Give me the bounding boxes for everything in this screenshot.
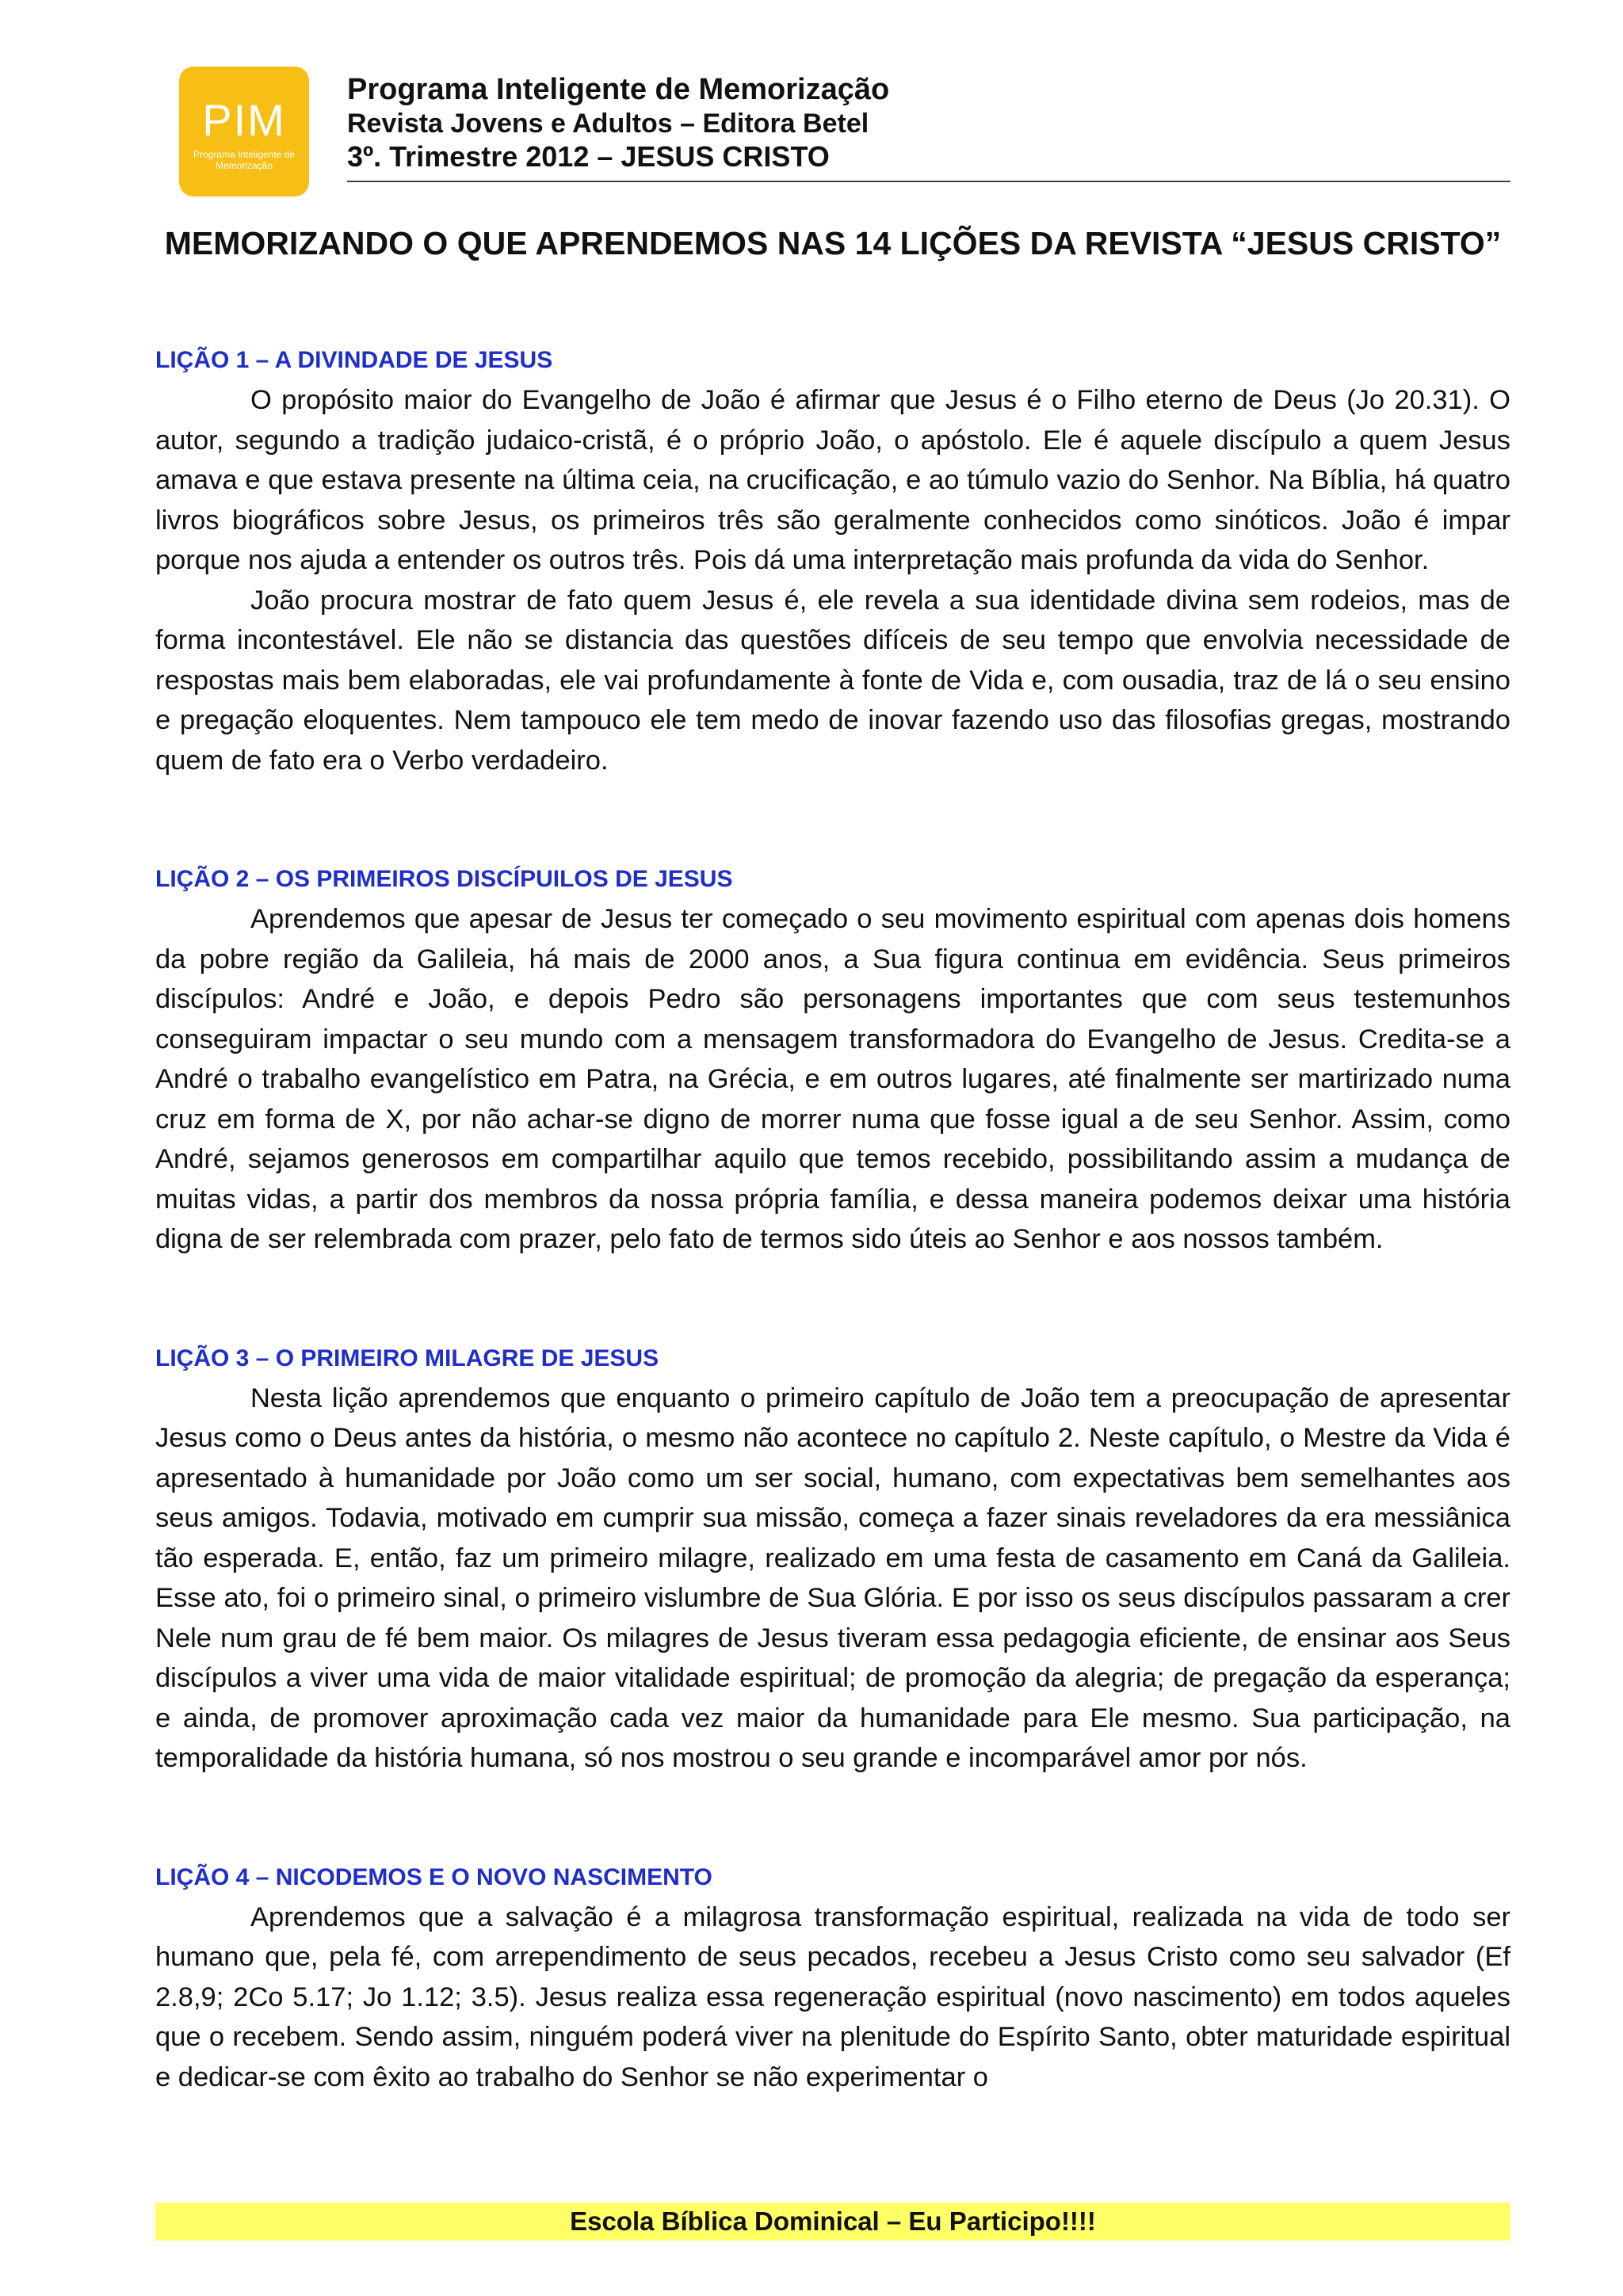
logo-subtitle: Programa Inteligente de Memorização (193, 149, 296, 171)
lesson-2 (155, 860, 1510, 1260)
page-title: MEMORIZANDO O QUE APRENDEMOS NAS 14 LIÇÕES DA REVISTA “JESUS CRISTO” (164, 225, 1502, 261)
lesson-title: LIÇÃO 2 – OS PRIMEIROS DISCÍPUILOS DE JESUS (155, 866, 733, 892)
lesson-paragraph: O propósito maior do Evangelho de João é afirmar que Jesus é o Filho eterno de Deus (Jo 20.31). O autor, segundo a tradição judaico-cristã, é o próprio João, o apóstolo. Ele é aquele discípulo a quem Jesus amava e que estava presente na última ceia, na crucificação, e ao túmulo vazio do Senhor. Na Bíblia, há quatro livros biográficos sobre Jesus, os primeiros três são geralmente conhecidos como sinóticos. João é impar porque nos ajuda a entender os outros três. Pois dá uma interpretação mais profunda da vida do Senhor. (155, 385, 1510, 575)
lesson-title: LIÇÃO 3 – O PRIMEIRO MILAGRE DE JESUS (155, 1344, 659, 1371)
magazine-subtitle: Revista Jovens e Adultos – Editora Betel (347, 109, 869, 139)
pim-logo (179, 67, 309, 196)
lesson-paragraph: Nesta lição aprendemos que enquanto o primeiro capítulo de João tem a preocupação de apresentar Jesus como o Deus antes da história, o mesmo não acontece no capítulo 2. Neste capítulo, o Mestre da Vida é apresentado à humanidade por João como um ser social, humano, com expectativas bem semelhantes aos seus amigos. Todavia, motivado em cumprir sua missão, começa a fazer sinais reveladores da era messiânica tão esperada. E, então, faz um primeiro milagre, realizado em uma festa de casamento em Caná da Galileia. Esse ato, foi o primeiro sinal, o primeiro vislumbre de Sua Glória. E por isso os seus discípulos passaram a crer Nele num grau de fé bem maior. Os milagres de Jesus tiveram essa pedagogia eficiente, de ensinar aos Seus discípulos a viver uma vida de maior vitalidade espiritual; de promoção da alegria; de pregação da esperança; e ainda, de promover aproximação cada vez maior da humanidade para Ele mesmo. Sua participação, na temporalidade da história humana, só nos mostrou o seu grande e incomparável amor por nós. (155, 1383, 1510, 1773)
program-title: Programa Inteligente de Memorização (347, 73, 890, 106)
page-header (179, 67, 1510, 185)
lesson-1 (155, 341, 1510, 780)
lesson-3 (155, 1339, 1510, 1779)
lesson-4 (155, 1858, 1510, 2098)
page-footer: Escola Bíblica Dominical – Eu Participo!!!! (155, 2203, 1510, 2241)
quarter-title: 3º. Trimestre 2012 – JESUS CRISTO (347, 140, 830, 173)
lesson-title: LIÇÃO 1 – A DIVINDADE DE JESUS (155, 347, 553, 373)
lessons-content (155, 341, 1510, 2176)
lesson-title: LIÇÃO 4 – NICODEMOS E O NOVO NASCIMENTO (155, 1863, 712, 1890)
header-text-block (347, 71, 1510, 182)
lesson-paragraph: João procura mostrar de fato quem Jesus é, ele revela a sua identidade divina sem rodeios, mas de forma incontestável. Ele não se distancia das questões difíceis de seu tempo que envolvia necessidade de respostas mais bem elaboradas, ele vai profundamente à fonte de Vida e, com ousadia, traz de lá o seu ensino e pregação eloquentes. Nem tampouco ele tem medo de inovar fazendo uso das filosofias gregas, mostrando quem de fato era o Verbo verdadeiro. (155, 585, 1510, 776)
lesson-paragraph: Aprendemos que a salvação é a milagrosa transformação espiritual, realizada na vida de todo ser humano que, pela fé, com arrependimento de seus pecados, recebeu a Jesus Cristo como seu salvador (Ef 2.8,9; 2Co 5.17; Jo 1.12; 3.5). Jesus realiza essa regeneração espiritual (novo nascimento) em todos aqueles que o recebem. Sendo assim, ninguém poderá viver na plenitude do Espírito Santo, obter maturidade espiritual e dedicar-se com êxito ao trabalho do Senhor se não experimentar o (155, 1901, 1510, 2092)
lesson-paragraph: Aprendemos que apesar de Jesus ter começado o seu movimento espiritual com apenas dois homens da pobre região da Galileia, há mais de 2000 anos, a Sua figura continua em evidência. Seus primeiros discípulos: André e João, e depois Pedro são personagens importantes que com seus testemunhos conseguiram impactar o seu mundo com a mensagem transformadora do Evangelho de Jesus. Credita-se a André o trabalho evangelístico em Patra, na Grécia, e em outros lugares, até finalmente ser martirizado numa cruz em forma de X, por não achar-se digno de morrer numa que fosse igual a de seu Senhor. Assim, como André, sejamos generosos em compartilhar aquilo que temos recebido, possibilitando assim a mudança de muitas vidas, a partir dos membros da nossa própria família, e dessa maneira podemos deixar uma história digna de ser relembrada com prazer, pelo fato de termos sido úteis ao Senhor e aos nossos também. (155, 904, 1510, 1254)
logo-text: PIM (202, 95, 286, 145)
